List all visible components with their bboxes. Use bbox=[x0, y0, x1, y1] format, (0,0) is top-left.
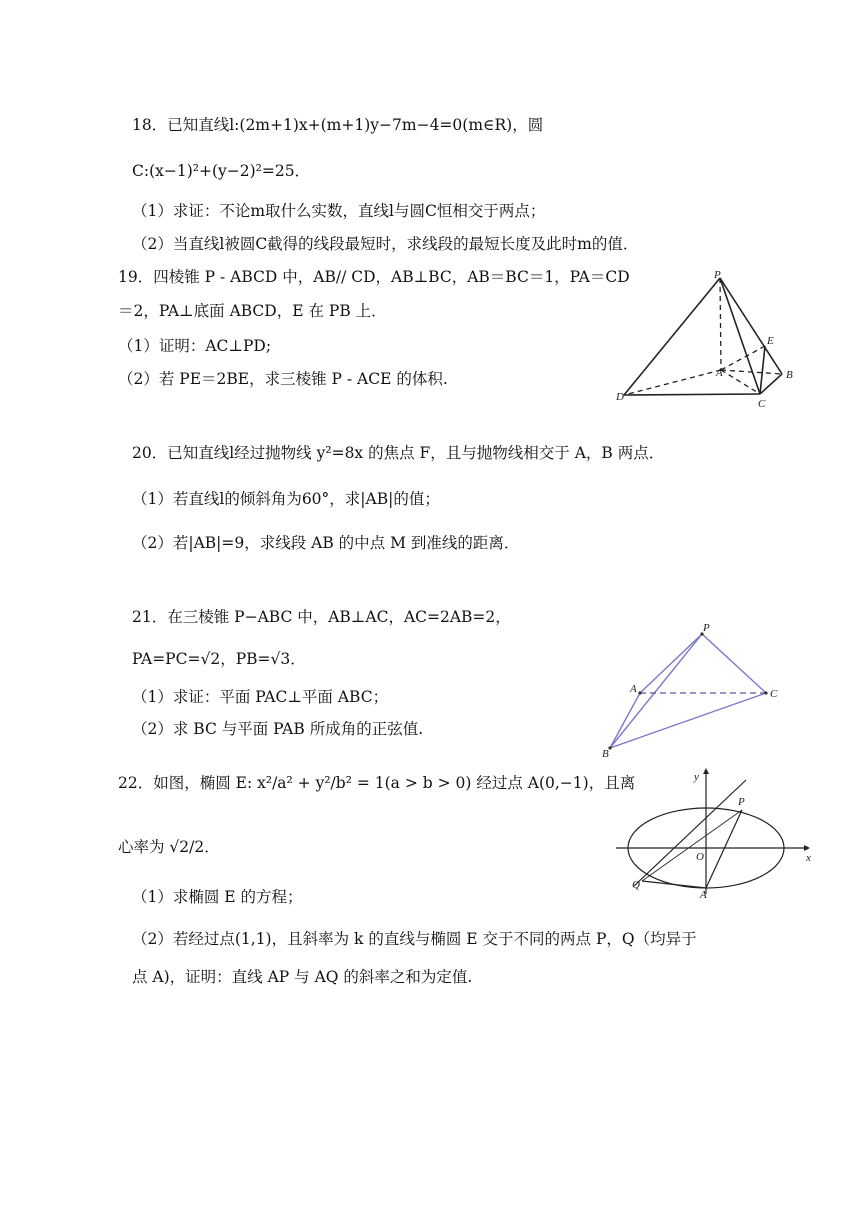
edge-PB bbox=[610, 634, 702, 748]
p22-line-5: 点 A)，证明：直线 AP 与 AQ 的斜率之和为定值. bbox=[132, 968, 473, 986]
p19-line-3: （1）证明：AC⊥PD; bbox=[118, 337, 272, 355]
label-B: B bbox=[602, 748, 609, 760]
edge-PC bbox=[720, 278, 760, 394]
edge-AD bbox=[624, 370, 721, 395]
label-A: A bbox=[716, 367, 723, 379]
p22-line-1: 22．如图，椭圆 E: x²/a² + y²/b² = 1(a > b > 0) 经过点 A(0,−1)，且离 bbox=[118, 774, 636, 792]
p18-line-3: （1）求证：不论m取什么实数，直线l与圆C恒相交于两点； bbox=[132, 202, 546, 220]
label-C: C bbox=[770, 688, 778, 700]
line-AQ bbox=[642, 881, 706, 888]
edge-PA bbox=[720, 278, 721, 370]
p19-line-1: 19．四棱锥 P - ABCD 中，AB// CD，AB⊥BC，AB＝BC＝1，PA＝CD bbox=[118, 268, 630, 286]
edge-PA bbox=[640, 634, 702, 693]
edge-AC bbox=[721, 370, 760, 394]
p21-line-1: 21．在三棱锥 P−ABC 中，AB⊥AC，AC=2AB=2， bbox=[132, 608, 511, 626]
p18-line-1: 18．已知直线l:(2m+1)x+(m+1)y−7m−4=0(m∈R)，圆 bbox=[132, 116, 544, 134]
label-C: C bbox=[758, 398, 766, 410]
p22-line-2: 心率为 √2/2． bbox=[118, 838, 220, 856]
label-P: P bbox=[738, 796, 745, 808]
p21-line-4: （2）求 BC 与平面 PAB 所成角的正弦值. bbox=[132, 720, 424, 738]
label-B: B bbox=[786, 369, 793, 381]
label-Q: Q bbox=[632, 879, 640, 891]
edge-CB bbox=[760, 374, 782, 394]
p19-line-2: ＝2，PA⊥底面 ABCD，E 在 PB 上． bbox=[118, 302, 387, 320]
edge-PD bbox=[624, 278, 720, 395]
p19-line-4: （2）若 PE＝2BE，求三棱锥 P - ACE 的体积. bbox=[118, 370, 448, 388]
p20-line-1: 20．已知直线l经过抛物线 y²=8x 的焦点 F，且与抛物线相交于 A，B 两点． bbox=[132, 444, 665, 462]
edge-EC bbox=[760, 346, 765, 394]
label-x: x bbox=[806, 852, 811, 864]
p22-line-4: （2）若经过点(1,1)，且斜率为 k 的直线与椭圆 E 交于不同的两点 P，Q（均异于 bbox=[132, 930, 697, 948]
label-P: P bbox=[714, 269, 721, 281]
edge-BC bbox=[610, 693, 766, 748]
p18-line-4: （2）当直线l被圆C截得的线段最短时，求线段的最短长度及此时m的值． bbox=[132, 235, 639, 253]
edge-PB bbox=[720, 278, 782, 374]
label-D: D bbox=[616, 391, 624, 403]
ellipse-figure-22 bbox=[614, 768, 814, 901]
p22-line-3: （1）求椭圆 E 的方程； bbox=[132, 888, 303, 906]
p20-line-3: （2）若|AB|=9，求线段 AB 的中点 M 到准线的距离． bbox=[132, 534, 520, 552]
label-A: A bbox=[700, 889, 707, 901]
edge-PC bbox=[702, 634, 766, 693]
edge-AE bbox=[721, 346, 765, 370]
p21-line-2: PA=PC=√2，PB=√3． bbox=[132, 650, 306, 668]
label-y: y bbox=[694, 771, 699, 783]
edge-DC bbox=[624, 394, 760, 395]
label-A: A bbox=[630, 683, 637, 695]
label-O: O bbox=[696, 851, 704, 863]
label-E: E bbox=[767, 335, 774, 347]
tetrahedron-figure-21 bbox=[598, 620, 798, 760]
pyramid-figure-19 bbox=[610, 268, 800, 413]
p21-line-3: （1）求证：平面 PAC⊥平面 ABC； bbox=[132, 688, 389, 706]
p18-line-2: C:(x−1)²+(y−2)²=25． bbox=[132, 162, 311, 180]
line-PQ bbox=[634, 780, 746, 886]
label-P: P bbox=[703, 622, 710, 634]
p20-line-2: （1）若直线l的倾斜角为60°，求|AB|的值； bbox=[132, 490, 440, 508]
line-AP bbox=[706, 810, 742, 888]
